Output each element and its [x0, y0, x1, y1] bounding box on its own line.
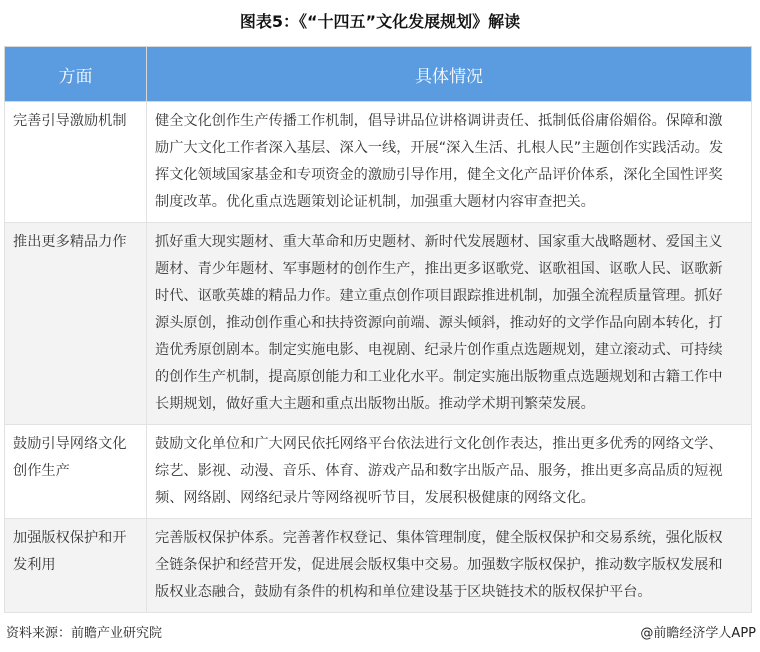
- table-row: [5, 425, 752, 519]
- detail-line: 抓好重大现实题材、重大革命和历史题材、新时代发展题材、国家重大战略题材、爱国主义: [155, 234, 723, 250]
- detail-line: 题材、青少年题材、军事题材的创作生产，推出更多讴歌党、讴歌祖国、讴歌人民、讴歌新: [155, 261, 723, 277]
- detail-line: 造优秀原创剧本。制定实施电影、电视剧、纪录片创作重点选题规划，建立滚动式、可持续: [155, 342, 723, 358]
- detail-cell: [147, 519, 752, 613]
- detail-line: 的创作生产机制，提高原创能力和工业化水平。制定实施出版物重点选题规划和古籍工作中: [155, 369, 723, 385]
- detail-line: 挥文化领域国家基金和专项资金的激励引导作用，健全文化产品评价体系，深化全国性评奖: [155, 167, 723, 183]
- detail-line: 制度改革。优化重点选题策划论证机制，加强重大题材内容审查把关。: [155, 194, 595, 210]
- detail-cell: [147, 223, 752, 425]
- policy-table: [4, 46, 752, 613]
- header-aspect: 方面: [5, 47, 147, 102]
- detail-line: 鼓励文化单位和广大网民依托网络平台依法进行文化创作表达，推出更多优秀的网络文学、: [155, 436, 723, 452]
- header-detail: 具体情况: [147, 47, 752, 102]
- aspect-line: 完善引导激励机制: [13, 113, 127, 129]
- aspect-cell: [5, 102, 147, 223]
- detail-line: 全链条保护和经营开发，促进展会版权集中交易。加强数字版权保护，推动数字版权发展和: [155, 557, 723, 573]
- aspect-line: 推出更多精品力作: [13, 234, 127, 250]
- credit-note: @前瞻经济学人APP: [640, 626, 756, 641]
- aspect-line: 发利用: [13, 557, 56, 573]
- source-note: 资料来源：前瞻产业研究院: [6, 626, 163, 641]
- detail-line: 源头原创，推动创作重心和扶持资源向前端、源头倾斜，推动好的文学作品向剧本转化，打: [155, 315, 723, 331]
- table-row: [5, 102, 752, 223]
- detail-cell: [147, 425, 752, 519]
- aspect-line: 加强版权保护和开: [13, 530, 127, 546]
- detail-line: 时代、讴歌英雄的精品力作。建立重点创作项目跟踪推进机制，加强全流程质量管理。抓好: [155, 288, 723, 304]
- aspect-line: 鼓励引导网络文化: [13, 436, 127, 452]
- detail-line: 版权业态融合，鼓励有条件的机构和单位建设基于区块链技术的版权保护平台。: [155, 584, 652, 600]
- detail-line: 长期规划，做好重大主题和重点出版物出版。推动学术期刊繁荣发展。: [155, 396, 595, 412]
- table-row: [5, 223, 752, 425]
- detail-cell: [147, 102, 752, 223]
- detail-line: 完善版权保护体系。完善著作权登记、集体管理制度，健全版权保护和交易系统，强化版权: [155, 530, 723, 546]
- aspect-cell: [5, 519, 147, 613]
- aspect-cell: [5, 223, 147, 425]
- detail-line: 健全文化创作生产传播工作机制，倡导讲品位讲格调讲责任、抵制低俗庸俗媚俗。保障和激: [155, 113, 723, 129]
- detail-line: 综艺、影视、动漫、音乐、体育、游戏产品和数字出版产品、服务，推出更多高品质的短视: [155, 463, 723, 479]
- figure-title: 图表5：《“十四五”文化发展规划》解读: [239, 12, 521, 31]
- aspect-line: 创作生产: [13, 463, 70, 479]
- aspect-cell: [5, 425, 147, 519]
- detail-line: 励广大文化工作者深入基层、深入一线，开展“深入生活、扎根人民”主题创作实践活动。发: [155, 140, 724, 156]
- table-row: [5, 519, 752, 613]
- detail-line: 频、网络剧、网络纪录片等网络视听节目，发展积极健康的网络文化。: [155, 490, 595, 506]
